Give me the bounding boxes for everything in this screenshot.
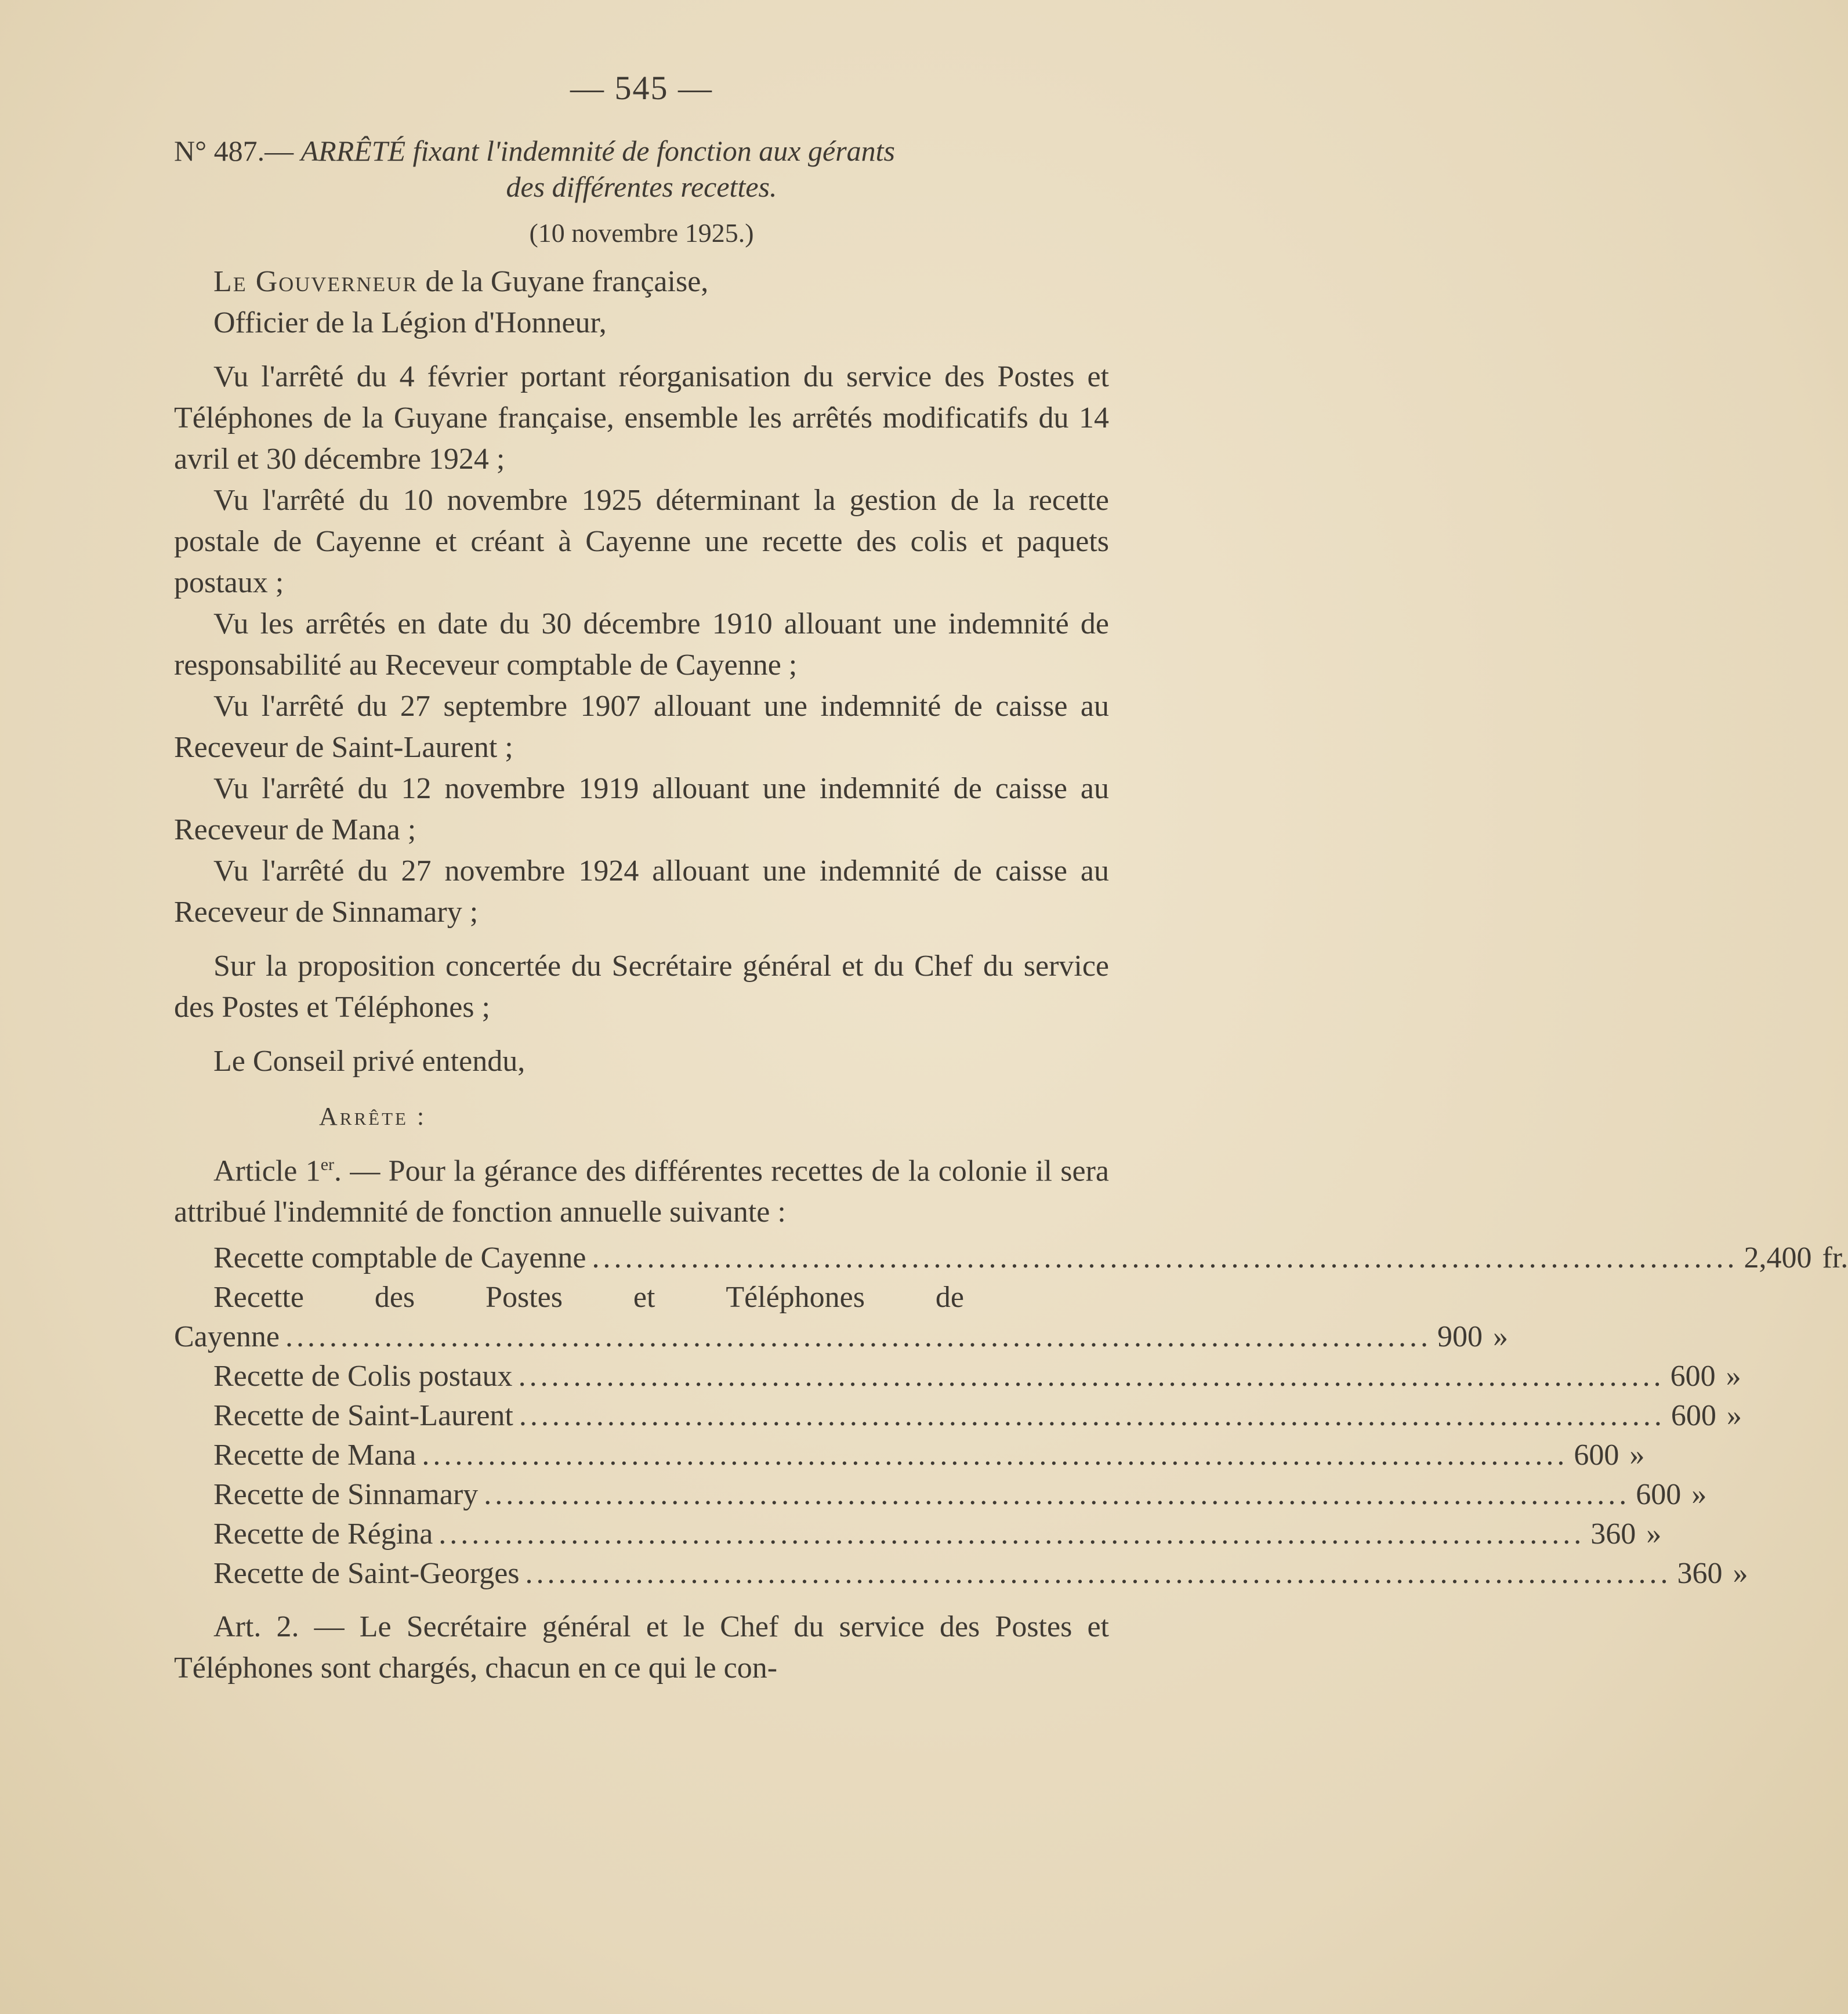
dot-leader: ........................................................................................................ <box>525 1557 1672 1591</box>
recette-word: de <box>935 1281 964 1314</box>
recette-row-wrapped-line1 <box>174 1278 1109 1317</box>
recette-row <box>174 1554 1748 1593</box>
dot-leader: ........................................................................................................ <box>519 1399 1665 1433</box>
recette-amount: 360 <box>1590 1517 1636 1551</box>
article-2: Art. 2. — Le Secrétaire général et le Chef du service des Postes et Téléphones sont chargés, chacun en ce qui le con- <box>174 1610 1109 1685</box>
considerant-3: Vu les arrêtés en date du 30 décembre 1910 allouant une indemnité de responsabilité au Receveur comptable de Cayenne ; <box>174 607 1109 682</box>
recette-unit: fr. <box>1822 1241 1848 1275</box>
document-page <box>174 68 1848 1689</box>
recette-row <box>174 1475 1707 1515</box>
arrete-label: Arrête : <box>319 1102 427 1131</box>
recette-amount: 600 <box>1670 1360 1716 1393</box>
recette-word: Recette <box>213 1281 304 1314</box>
recette-unit: » <box>1646 1517 1662 1551</box>
considerant-5: Vu l'arrêté du 12 novembre 1919 allouant une indemnité de caisse au Receveur de Mana ; <box>174 772 1109 846</box>
recette-amount: 360 <box>1677 1557 1723 1591</box>
decree-date: (10 novembre 1925.) <box>529 218 754 248</box>
recette-unit: » <box>1726 1399 1742 1433</box>
decree-heading <box>174 133 1109 205</box>
dot-leader: ........................................................................................................ <box>439 1517 1585 1551</box>
dot-leader: ........................................................................................................ <box>484 1478 1630 1512</box>
recette-unit: » <box>1629 1439 1645 1472</box>
recette-word: Postes <box>485 1281 563 1314</box>
recette-label: Recette de Colis postaux <box>213 1360 513 1393</box>
article-1-lead: Article 1 <box>213 1154 321 1188</box>
decree-title-line2: des différentes recettes. <box>506 171 777 203</box>
recette-unit: » <box>1726 1360 1741 1393</box>
recette-row <box>174 1317 1508 1357</box>
considerant-2: Vu l'arrêté du 10 novembre 1925 déterminant la gestion de la recette postale de Cayenne et créant à Cayenne une recette des colis et paquets postaux ; <box>174 484 1109 599</box>
recette-label: Recette de Régina <box>213 1517 433 1551</box>
decree-number: N° 487.— <box>174 135 294 167</box>
recette-label: Cayenne <box>174 1320 280 1354</box>
recette-amount: 2,400 <box>1744 1241 1812 1275</box>
recettes-table <box>174 1238 1848 1593</box>
recette-amount: 600 <box>1636 1478 1682 1512</box>
recette-label: Recette de Mana <box>213 1439 416 1472</box>
governor-title: Le Gouverneur <box>213 265 418 298</box>
recette-unit: » <box>1733 1557 1748 1591</box>
dot-leader: ........................................................................................................ <box>592 1241 1738 1275</box>
recette-amount: 900 <box>1437 1320 1483 1354</box>
dot-leader: ........................................................................................................ <box>422 1439 1568 1472</box>
dot-leader: ........................................................................................................ <box>285 1320 1432 1354</box>
article-1-text: . — Pour la gérance des différentes recettes de la colonie il sera attribué l'indemnité de fonction annuelle suivante : <box>174 1154 1110 1229</box>
governor-line2: Officier de la Légion d'Honneur, <box>213 306 607 339</box>
proposition-paragraph: Sur la proposition concertée du Secrétaire général et du Chef du service des Postes et Téléphones ; <box>174 950 1109 1024</box>
recette-row <box>174 1515 1662 1554</box>
considerant-1: Vu l'arrêté du 4 février portant réorganisation du service des Postes et Téléphones de la Guyane française, ensemble les arrêtés modificatifs du 14 avril et 30 décembre 1924 ; <box>174 360 1109 476</box>
recette-row <box>174 1396 1742 1436</box>
article-1-sup: er <box>320 1155 335 1174</box>
conseil-paragraph: Le Conseil privé entendu, <box>213 1045 526 1078</box>
recette-row <box>174 1238 1848 1278</box>
recette-word: Téléphones <box>726 1281 865 1314</box>
recette-label: Recette de Sinnamary <box>213 1478 479 1512</box>
considerant-6: Vu l'arrêté du 27 novembre 1924 allouant une indemnité de caisse au Receveur de Sinnamary ; <box>174 854 1109 929</box>
page-number: — 545 — <box>570 69 713 107</box>
recette-word: des <box>374 1281 415 1314</box>
recette-amount: 600 <box>1574 1439 1619 1472</box>
governor-line1 <box>174 261 1109 302</box>
recette-label: Recette de Saint-Laurent <box>213 1399 513 1433</box>
recette-unit: » <box>1691 1478 1707 1512</box>
recette-row <box>174 1357 1741 1396</box>
recette-word: et <box>633 1281 655 1314</box>
recette-amount: 600 <box>1671 1399 1716 1433</box>
recette-label: Recette comptable de Cayenne <box>213 1241 586 1275</box>
governor-territory: de la Guyane française, <box>418 265 709 298</box>
dot-leader: ........................................................................................................ <box>518 1360 1665 1393</box>
considerant-4: Vu l'arrêté du 27 septembre 1907 allouant une indemnité de caisse au Receveur de Saint-Laurent ; <box>174 690 1109 764</box>
decree-title-line1: ARRÊTÉ fixant l'indemnité de fonction aux gérants <box>300 135 895 167</box>
recette-label: Recette de Saint-Georges <box>213 1557 520 1591</box>
article-1 <box>174 1144 1109 1233</box>
recette-unit: » <box>1492 1320 1508 1354</box>
recette-row <box>174 1436 1645 1475</box>
